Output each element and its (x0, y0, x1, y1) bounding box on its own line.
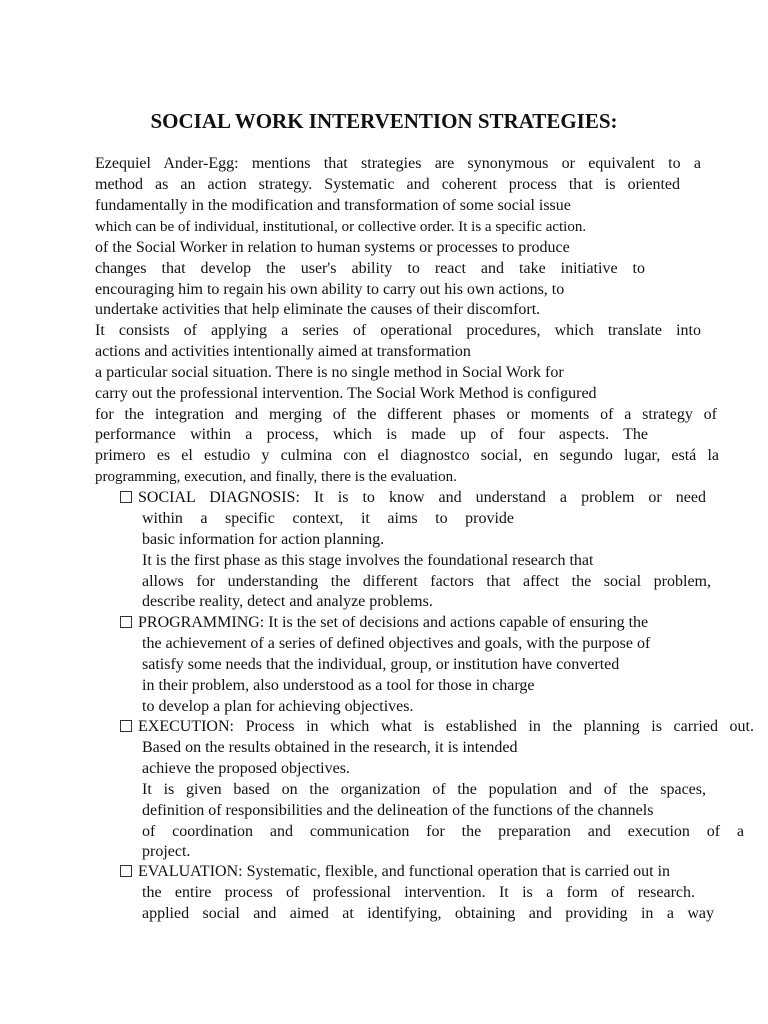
bullet-execution: EXECUTION: Process in which what is established in the planning is carried out. (120, 717, 754, 737)
text-line: applied social and aimed at identifying, obtaining and providing in a way (142, 905, 714, 922)
text-line: satisfy some needs that the individual, group, or institution have converted (142, 656, 620, 673)
text-line: fundamentally in the modification and transformation of some social issue (95, 197, 571, 214)
bullet-programming: PROGRAMMING: It is the set of decisions and actions capable of ensuring the (120, 613, 648, 633)
text-line: within a specific context, it aims to provide (142, 510, 514, 527)
text-line: project. (142, 843, 191, 860)
text-line: the entire process of professional intervention. It is a form of research. (142, 884, 695, 901)
text-line: to develop a plan for achieving objectives. (142, 698, 414, 715)
text-line: It consists of applying a series of operational procedures, which translate into (95, 322, 701, 339)
checkbox-bullet-icon (120, 616, 132, 628)
text-line: in their problem, also understood as a tool for those in charge (142, 677, 535, 694)
text-line: actions and activities intentionally aimed at transformation (95, 343, 471, 360)
text-line: Based on the results obtained in the research, it is intended (142, 739, 518, 756)
bullet-evaluation: EVALUATION: Systematic, flexible, and functional operation that is carried out in (120, 862, 670, 882)
text-line: programming, execution, and finally, there is the evaluation. (95, 469, 457, 485)
text-line: changes that develop the user's ability to react and take initiative to (95, 260, 645, 277)
checkbox-bullet-icon (120, 720, 132, 732)
text-line: carry out the professional intervention. The Social Work Method is configured (95, 385, 597, 402)
text-line: of the Social Worker in relation to human systems or processes to produce (95, 239, 570, 256)
text-line: of coordination and communication for the preparation and execution of a (142, 823, 744, 840)
text-line: a particular social situation. There is no single method in Social Work for (95, 364, 564, 381)
text-line: the achievement of a series of defined objectives and goals, with the purpose of (142, 635, 651, 652)
text-line: undertake activities that help eliminate the causes of their discomfort. (95, 301, 541, 318)
text-line: performance within a process, which is made up of four aspects. The (95, 426, 648, 443)
text-line: It is the first phase as this stage involves the foundational research that (142, 552, 594, 569)
text-line: allows for understanding the different factors that affect the social problem, (142, 573, 711, 590)
checkbox-bullet-icon (120, 865, 132, 877)
text-line: It is given based on the organization of the population and of the spaces, (142, 781, 706, 798)
checkbox-bullet-icon (120, 491, 132, 503)
text-line: Ezequiel Ander-Egg: mentions that strategies are synonymous or equivalent to a (95, 155, 701, 172)
text-line: primero es el estudio y culmina con el diagnostco social, en segundo lugar, está la (95, 447, 719, 464)
text-line: for the integration and merging of the different phases or moments of a strategy of (95, 406, 717, 423)
text-line: encouraging him to regain his own ability to carry out his own actions, to (95, 281, 565, 298)
text-line: describe reality, detect and analyze problems. (142, 593, 433, 610)
text-line: achieve the proposed objectives. (142, 760, 350, 777)
page-title: SOCIAL WORK INTERVENTION STRATEGIES: (150, 109, 618, 133)
text-line: basic information for action planning. (142, 531, 385, 548)
text-line: which can be of individual, institutional, or collective order. It is a specific action. (95, 219, 587, 235)
text-line: definition of responsibilities and the delineation of the functions of the channels (142, 802, 654, 819)
text-line: method as an action strategy. Systematic and coherent process that is oriented (95, 176, 680, 193)
bullet-social-diagnosis: SOCIAL DIAGNOSIS: It is to know and understand a problem or need (120, 488, 706, 508)
